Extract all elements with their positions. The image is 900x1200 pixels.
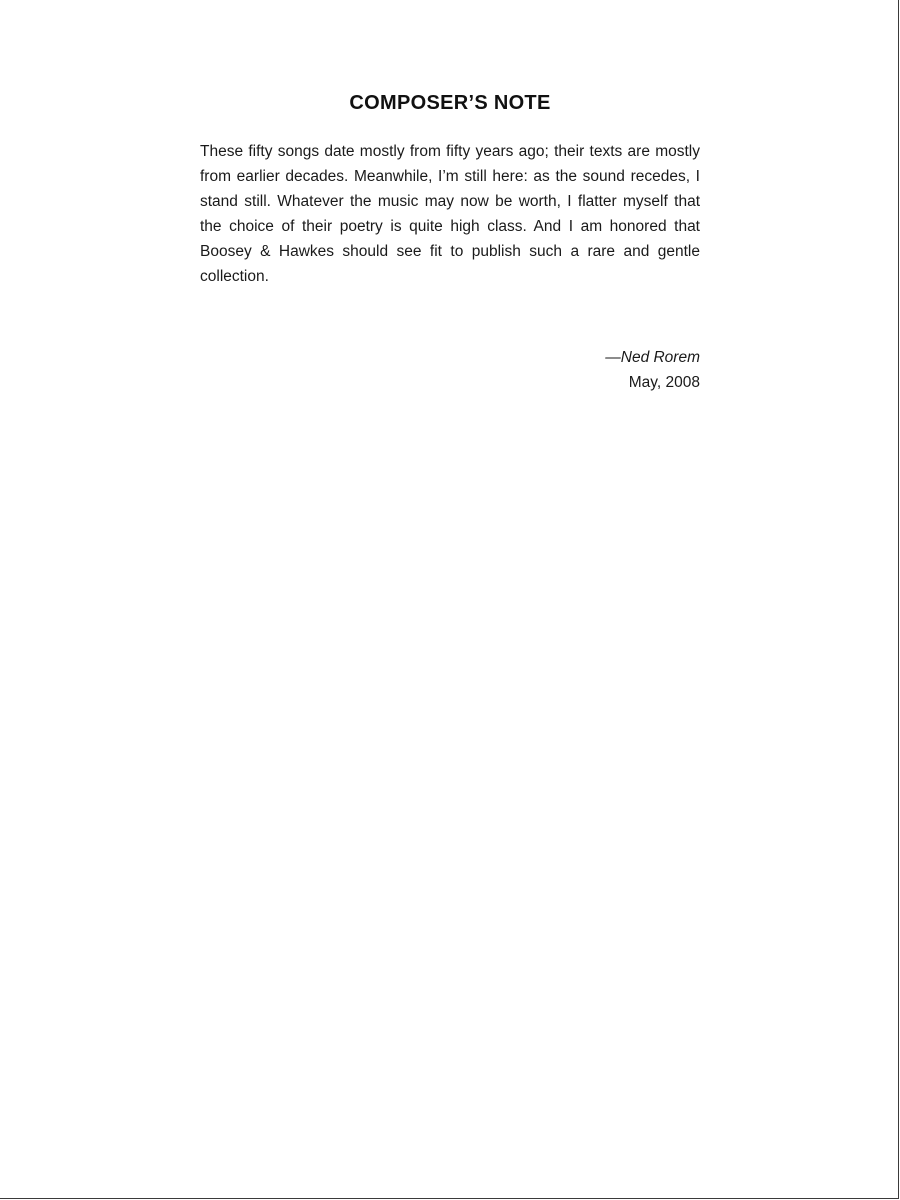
page-title: COMPOSER’S NOTE xyxy=(349,92,551,114)
signature-name: —Ned Rorem xyxy=(605,349,700,366)
signature-date: May, 2008 xyxy=(628,374,700,391)
note-content xyxy=(200,92,700,395)
signature-block xyxy=(200,345,700,395)
note-paragraph: These fifty songs date mostly from fifty years ago; their texts are mostly from earlier decades. Meanwhile, I’m still here: as the sound recedes, I stand still. Whatever the music may now be worth, I flatter myself that the choice of their poetry is quite high class. And I am honored that Boosey & Hawkes should see fit to publish such a rare and gentle collection. xyxy=(200,143,700,285)
